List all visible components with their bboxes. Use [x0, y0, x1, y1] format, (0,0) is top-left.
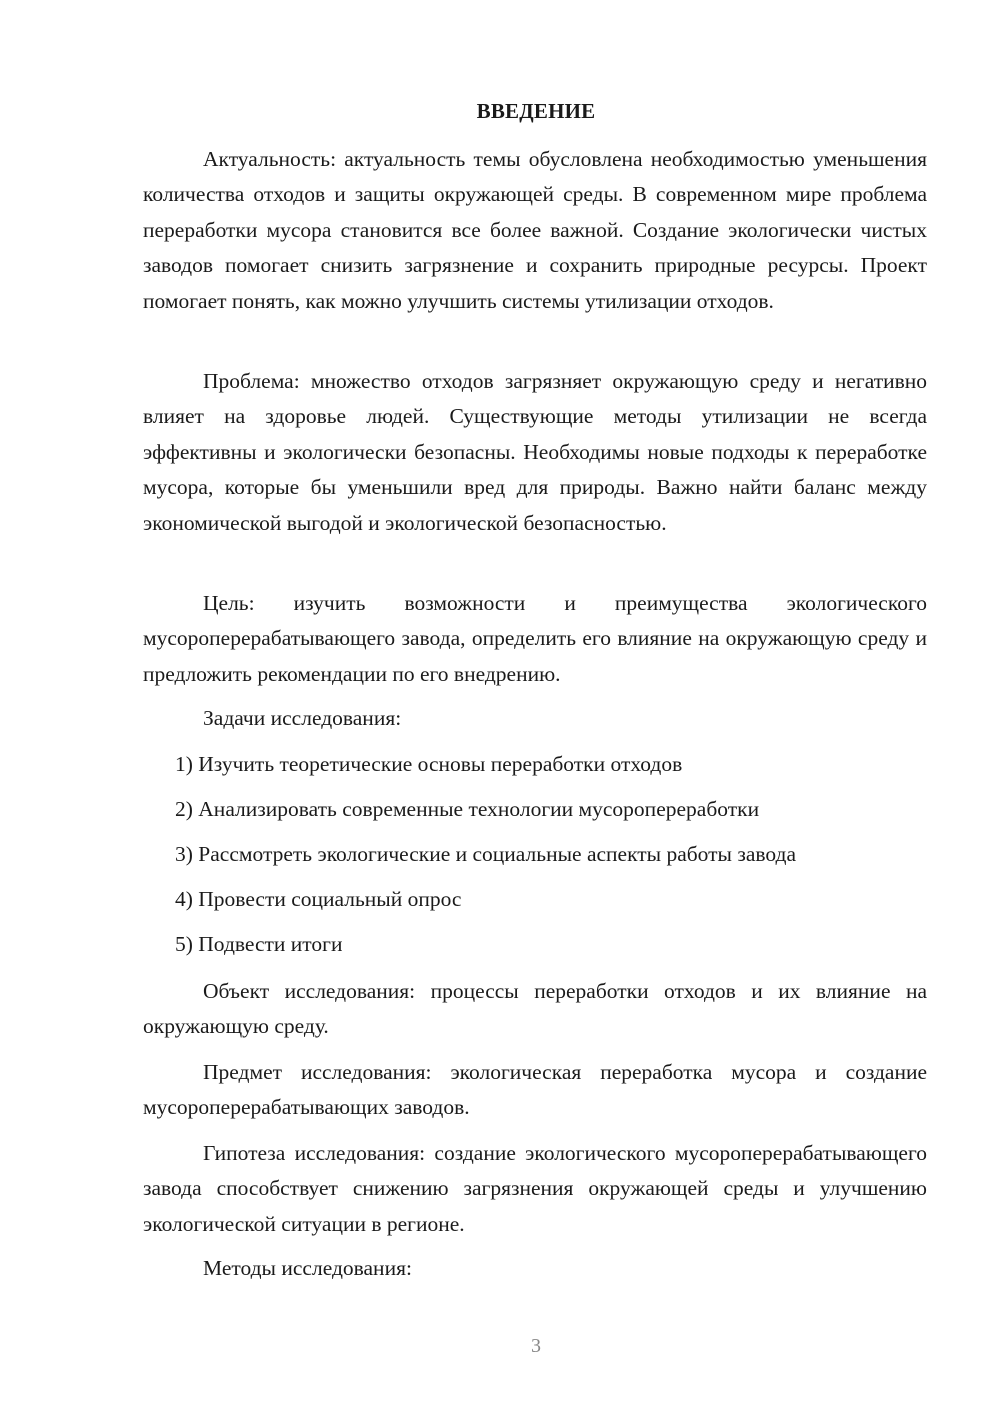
methods-heading: Методы исследования:	[203, 1256, 412, 1280]
tasks-heading: Задачи исследования:	[203, 706, 402, 730]
list-item: 2) Анализировать современные технологии мусоропереработки	[175, 797, 760, 821]
paragraph-relevance: Актуальность: актуальность темы обусловлена необходимостью уменьшения количества отходов и защиты окружающей среды. В современном мире проблема переработки мусора становится все более важной. Создание экологически чистых заводов помогает снизить загрязнение и сохранить природные ресурсы. Проект помогает понять, как можно улучшить системы утилизации отходов.	[143, 147, 927, 313]
list-item: 1) Изучить теоретические основы переработки отходов	[175, 752, 683, 776]
page-title: ВВЕДЕНИЕ	[476, 99, 596, 123]
paragraph-subject: Предмет исследования: экологическая переработка мусора и создание мусороперерабатывающих заводов.	[143, 1060, 927, 1120]
list-item: 4) Провести социальный опрос	[175, 887, 462, 911]
paragraph-hypothesis: Гипотеза исследования: создание экологического мусороперерабатывающего завода способствует снижению загрязнения окружающей среды и улучшению экологической ситуации в регионе.	[143, 1141, 927, 1236]
paragraph-object: Объект исследования: процессы переработки отходов и их влияние на окружающую среду.	[143, 979, 927, 1039]
paragraph-problem: Проблема: множество отходов загрязняет окружающую среду и негативно влияет на здоровье людей. Существующие методы утилизации не всегда эффективны и экологически безопасны. Необходимы новые подходы к переработке мусора, которые бы уменьшили вред для природы. Важно найти баланс между экономической выгодой и экологической безопасностью.	[143, 369, 927, 535]
list-item: 5) Подвести итоги	[175, 932, 343, 956]
list-item: 3) Рассмотреть экологические и социальные аспекты работы завода	[175, 842, 797, 866]
page-number: 3	[531, 1335, 541, 1357]
paragraph-goal: Цель: изучить возможности и преимущества экологического мусороперерабатывающего завода, определить его влияние на окружающую среду и предложить рекомендации по его внедрению.	[143, 591, 927, 686]
